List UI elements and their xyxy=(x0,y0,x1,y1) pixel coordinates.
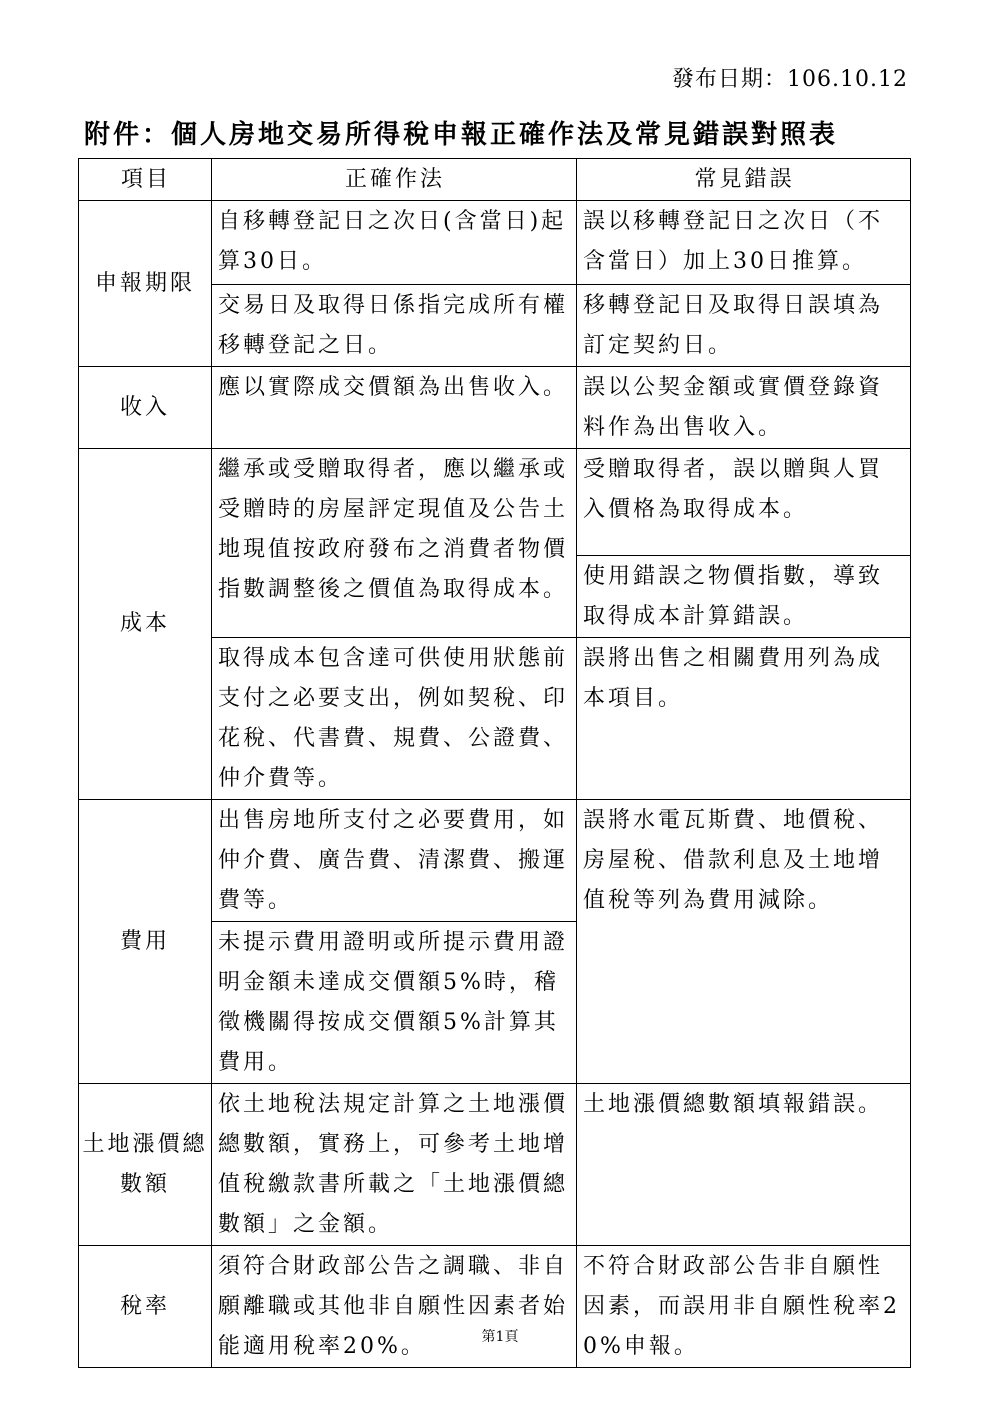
error-cell: 受贈取得者，誤以贈與人買入價格為取得成本。 xyxy=(577,449,911,556)
table-row xyxy=(79,449,911,556)
table-header-row xyxy=(79,159,911,201)
correct-cell: 依土地稅法規定計算之土地漲價總數額，實務上，可參考土地增值稅繳款書所載之「土地漲價總數額」之金額。 xyxy=(212,1084,577,1246)
correct-cell: 自移轉登記日之次日(含當日)起算30日。 xyxy=(212,201,577,285)
correct-cell: 未提示費用證明或所提示費用證明金額未達成交價額5%時，稽徵機關得按成交價額5%計算其費用。 xyxy=(212,922,577,1084)
item-income: 收入 xyxy=(79,367,212,449)
table-row xyxy=(79,1246,911,1368)
correct-cell: 交易日及取得日係指完成所有權移轉登記之日。 xyxy=(212,285,577,367)
table-row xyxy=(79,800,911,922)
document-title: 附件：個人房地交易所得稅申報正確作法及常見錯誤對照表 xyxy=(84,120,839,150)
correct-cell: 應以實際成交價額為出售收入。 xyxy=(212,367,577,449)
error-cell: 使用錯誤之物價指數，導致取得成本計算錯誤。 xyxy=(577,556,911,638)
correct-cell: 繼承或受贈取得者，應以繼承或受贈時的房屋評定現值及公告土地現值按政府發布之消費者物價指數調整後之價值為取得成本。 xyxy=(212,449,577,638)
error-cell: 誤以公契金額或實價登錄資料作為出售收入。 xyxy=(577,367,911,449)
item-tax-rate: 稅率 xyxy=(79,1246,212,1368)
error-cell: 誤以移轉登記日之次日（不含當日）加上30日推算。 xyxy=(577,201,911,285)
error-cell: 誤將出售之相關費用列為成本項目。 xyxy=(577,638,911,800)
correct-cell: 須符合財政部公告之調職、非自願離職或其他非自願性因素者始能適用稅率20%。 xyxy=(212,1246,577,1368)
item-cost: 成本 xyxy=(79,449,212,800)
error-cell: 誤將水電瓦斯費、地價稅、房屋稅、借款利息及土地增值稅等列為費用減除。 xyxy=(577,800,911,1084)
table-row xyxy=(79,367,911,449)
table-row xyxy=(79,1084,911,1246)
item-deadline: 申報期限 xyxy=(79,201,212,367)
header-correct: 正確作法 xyxy=(212,159,577,201)
error-cell: 不符合財政部公告非自願性因素，而誤用非自願性稅率20%申報。 xyxy=(577,1246,911,1368)
header-item: 項目 xyxy=(79,159,212,201)
item-land-increment: 土地漲價總數額 xyxy=(79,1084,212,1246)
comparison-table xyxy=(78,158,911,1368)
page-number: 第1頁 xyxy=(481,1329,519,1345)
table-row xyxy=(79,201,911,285)
item-expense: 費用 xyxy=(79,800,212,1084)
error-cell: 土地漲價總數額填報錯誤。 xyxy=(577,1084,911,1246)
error-cell: 移轉登記日及取得日誤填為訂定契約日。 xyxy=(577,285,911,367)
correct-cell: 出售房地所支付之必要費用，如仲介費、廣告費、清潔費、搬運費等。 xyxy=(212,800,577,922)
correct-cell: 取得成本包含達可供使用狀態前支付之必要支出，例如契稅、印花稅、代書費、規費、公證費、仲介費等。 xyxy=(212,638,577,800)
publish-date: 發布日期：106.10.12 xyxy=(672,67,908,92)
header-error: 常見錯誤 xyxy=(577,159,911,201)
